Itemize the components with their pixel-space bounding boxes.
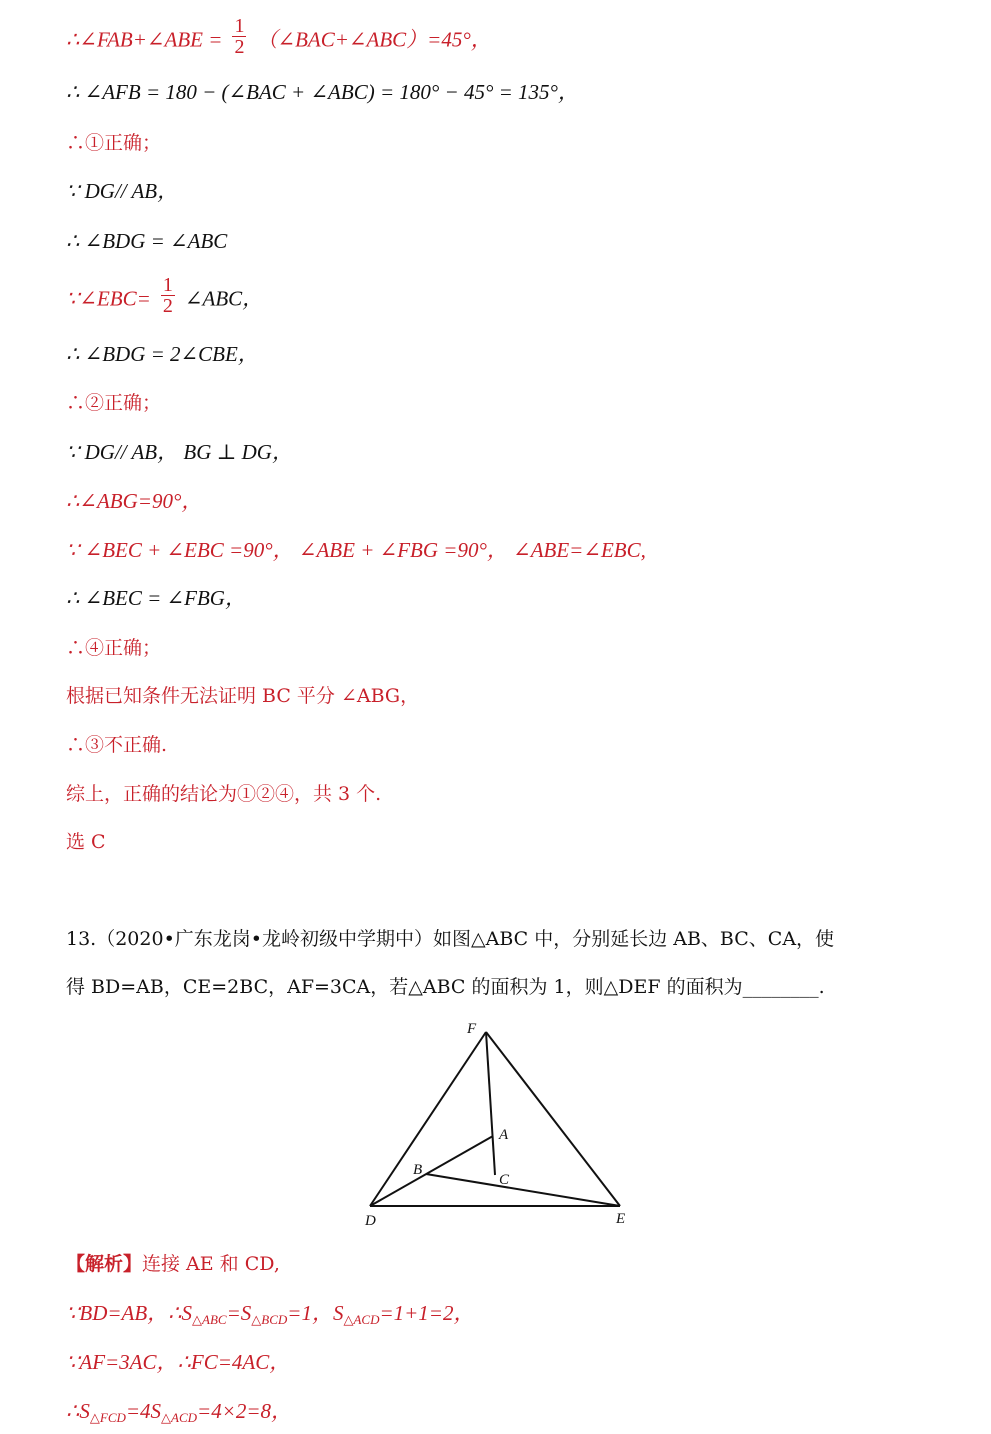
math-text: ∵BD=AB，∴S	[66, 1301, 193, 1325]
math-text: =4×2=8，	[197, 1399, 293, 1423]
subscript: △BCD	[251, 1312, 288, 1327]
solution-line-3: ∴①正确；	[66, 132, 162, 154]
problem-13-line-2: 得 BD=AB，CE=2BC，AF=3CA，若△ABC 的面积为 1，则△DEF 的面积为________.	[66, 976, 825, 998]
analysis-intro-text: 连接 AE 和 CD,	[142, 1253, 280, 1275]
fraction-denominator: 2	[162, 295, 173, 317]
solution-line-16: 综上，正确的结论为①②④，共 3 个.	[66, 783, 382, 805]
math-text: =1，S	[287, 1301, 344, 1325]
math-text: ∠ABC，	[184, 286, 264, 311]
math-text: ∴S	[66, 1399, 90, 1423]
label-c: C	[499, 1172, 510, 1188]
math-text: =S	[226, 1301, 252, 1325]
solution-line-2: ∴ ∠AFB = 180 − (∠BAC + ∠ABC) = 180° − 45° = 135°，	[66, 80, 579, 104]
label-a: A	[499, 1127, 509, 1143]
math-text: ∵∠EBC=	[66, 286, 151, 311]
solution-line-6	[66, 274, 951, 317]
label-b: B	[413, 1162, 423, 1178]
analysis-line-2: ∵AF=3AC，∴FC=4AC，	[66, 1350, 291, 1374]
math-text: =4S	[125, 1399, 162, 1423]
solution-line-4: ∵ DG// AB，	[66, 179, 179, 203]
solution-line-10: ∴∠ABG=90°，	[66, 489, 203, 513]
analysis-tag: 【解析】	[66, 1253, 143, 1275]
solution-line-7: ∴ ∠BDG = 2∠CBE，	[66, 342, 259, 366]
fraction-numerator: 1	[162, 274, 173, 296]
analysis-intro	[66, 1252, 951, 1276]
analysis-line-1	[66, 1301, 951, 1332]
subscript: △ACD	[161, 1410, 198, 1425]
label-e: E	[616, 1211, 626, 1227]
segment-da	[370, 1136, 493, 1206]
segment-fc	[486, 1032, 495, 1175]
fraction	[161, 275, 175, 316]
math-text: （∠BAC+∠ABC）=45°，	[256, 27, 492, 52]
solution-line-8: ∴②正确；	[66, 392, 162, 414]
fraction	[232, 16, 246, 57]
solution-line-1	[66, 15, 951, 58]
problem-13-line-1: 13.（2020•广东龙岗•龙岭初级中学期中）如图△ABC 中，分别延长边 AB、BC、CA，使	[66, 928, 835, 950]
solution-line-5: ∴ ∠BDG = ∠ABC	[66, 229, 228, 253]
label-d: D	[365, 1213, 376, 1229]
fraction-denominator: 2	[234, 36, 245, 58]
solution-line-17: 选 C	[66, 831, 106, 853]
subscript: △ACD	[343, 1312, 380, 1327]
subscript: △FCD	[89, 1410, 126, 1425]
fraction-numerator: 1	[234, 15, 245, 37]
segment-fd	[370, 1032, 486, 1206]
solution-line-15: ∴③不正确.	[66, 734, 168, 756]
triangle-figure	[356, 1016, 636, 1232]
solution-line-11: ∵ ∠BEC + ∠EBC =90°， ∠ABE + ∠FBG =90°， ∠ABE=∠EBC,	[66, 538, 646, 562]
math-text: =1+1=2，	[379, 1301, 475, 1325]
analysis-line-3	[66, 1399, 951, 1430]
solution-line-12: ∴ ∠BEC = ∠FBG，	[66, 586, 246, 610]
subscript: △ABC	[192, 1312, 227, 1327]
solution-line-13: ∴④正确；	[66, 637, 162, 659]
solution-line-14: 根据已知条件无法证明 BC 平分 ∠ABG，	[66, 685, 420, 707]
math-text: ∴∠FAB+∠ABE =	[66, 27, 223, 52]
label-f: F	[467, 1021, 477, 1037]
solution-line-9: ∵ DG// AB， BG ⊥ DG，	[66, 440, 293, 464]
segment-be	[426, 1174, 620, 1206]
